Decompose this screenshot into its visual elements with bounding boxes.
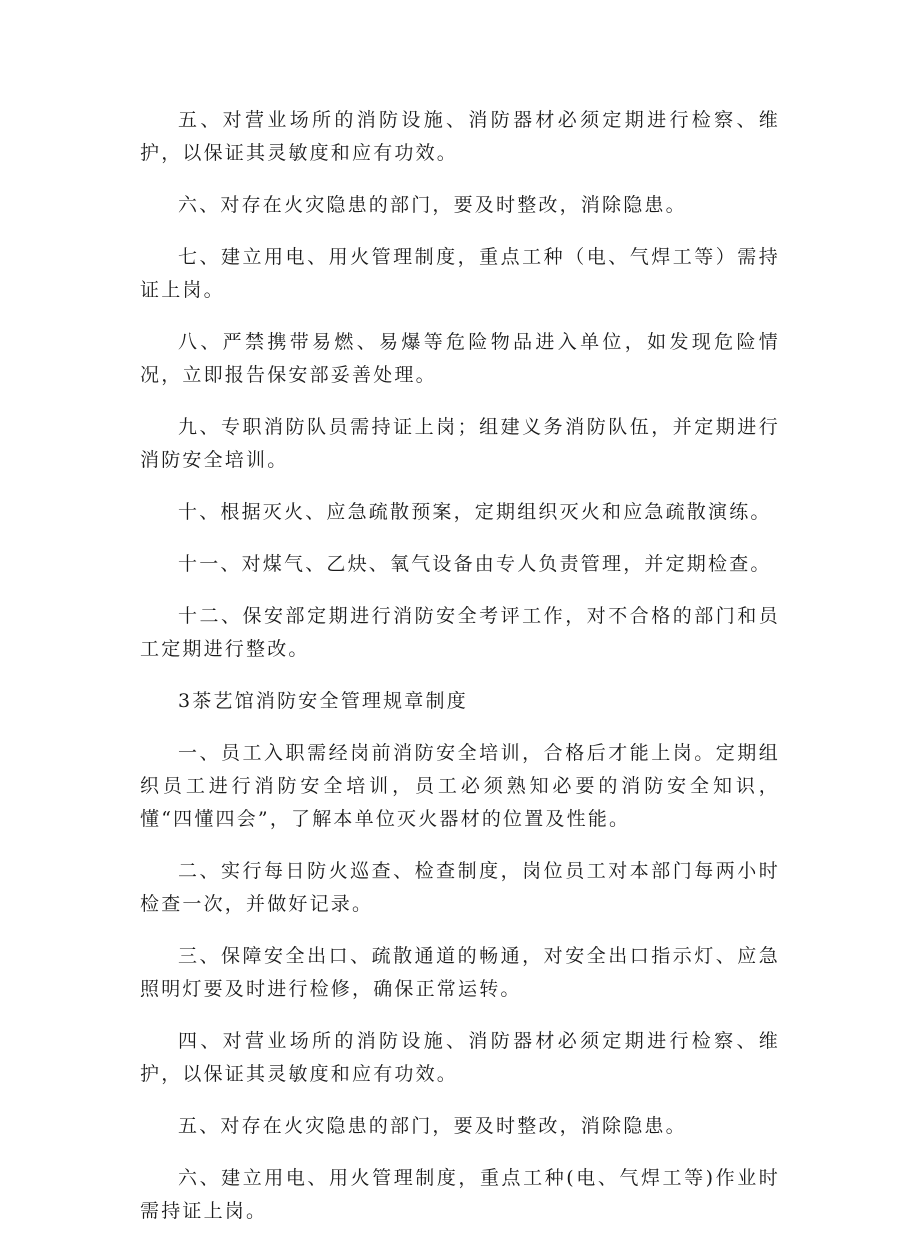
- section-paragraph-5: 五、对存在火灾隐患的部门，要及时整改，消除隐患。: [178, 1115, 687, 1137]
- document-body: [140, 104, 780, 1247]
- section-title: 3茶艺馆消防安全管理规章制度: [178, 690, 468, 712]
- paragraph-item-9: 九、专职消防队员需持证上岗；组建义务消防队伍，并定期进行消防安全培训。: [140, 416, 780, 471]
- paragraph-item-7: 七、建立用电、用火管理制度，重点工种（电、气焊工等）需持证上岗。: [140, 246, 780, 301]
- section-paragraph-4: 四、对营业场所的消防设施、消防器材必须定期进行检察、维护，以保证其灵敏度和应有功效。: [140, 1030, 780, 1085]
- paragraph-item-12: 十二、保安部定期进行消防安全考评工作，对不合格的部门和员工定期进行整改。: [140, 605, 780, 660]
- section-paragraph-6: 六、建立用电、用火管理制度，重点工种(电、气焊工等)作业时需持证上岗。: [140, 1167, 780, 1222]
- paragraph-item-6: 六、对存在火灾隐患的部门，要及时整改，消除隐患。: [178, 194, 687, 216]
- paragraph-item-10: 十、根据灭火、应急疏散预案，定期组织灭火和应急疏散演练。: [178, 501, 772, 523]
- section-paragraph-1: 一、员工入职需经岗前消防安全培训，合格后才能上岗。定期组织员工进行消防安全培训，员工必须熟知必要的消防安全知识，懂“四懂四会”，了解本单位灭火器材的位置及性能。: [140, 742, 780, 830]
- paragraph-item-11: 十一、对煤气、乙炔、氧气设备由专人负责管理，并定期检查。: [178, 553, 772, 575]
- section-paragraph-2: 二、实行每日防火巡查、检查制度，岗位员工对本部门每两小时检查一次，并做好记录。: [140, 860, 780, 915]
- section-paragraph-3: 三、保障安全出口、疏散通道的畅通，对安全出口指示灯、应急照明灯要及时进行检修，确保正常运转。: [140, 945, 780, 1000]
- paragraph-item-5: 五、对营业场所的消防设施、消防器材必须定期进行检察、维护，以保证其灵敏度和应有功效。: [140, 109, 780, 164]
- paragraph-item-8: 八、严禁携带易燃、易爆等危险物品进入单位，如发现危险情况，立即报告保安部妥善处理。: [140, 331, 780, 386]
